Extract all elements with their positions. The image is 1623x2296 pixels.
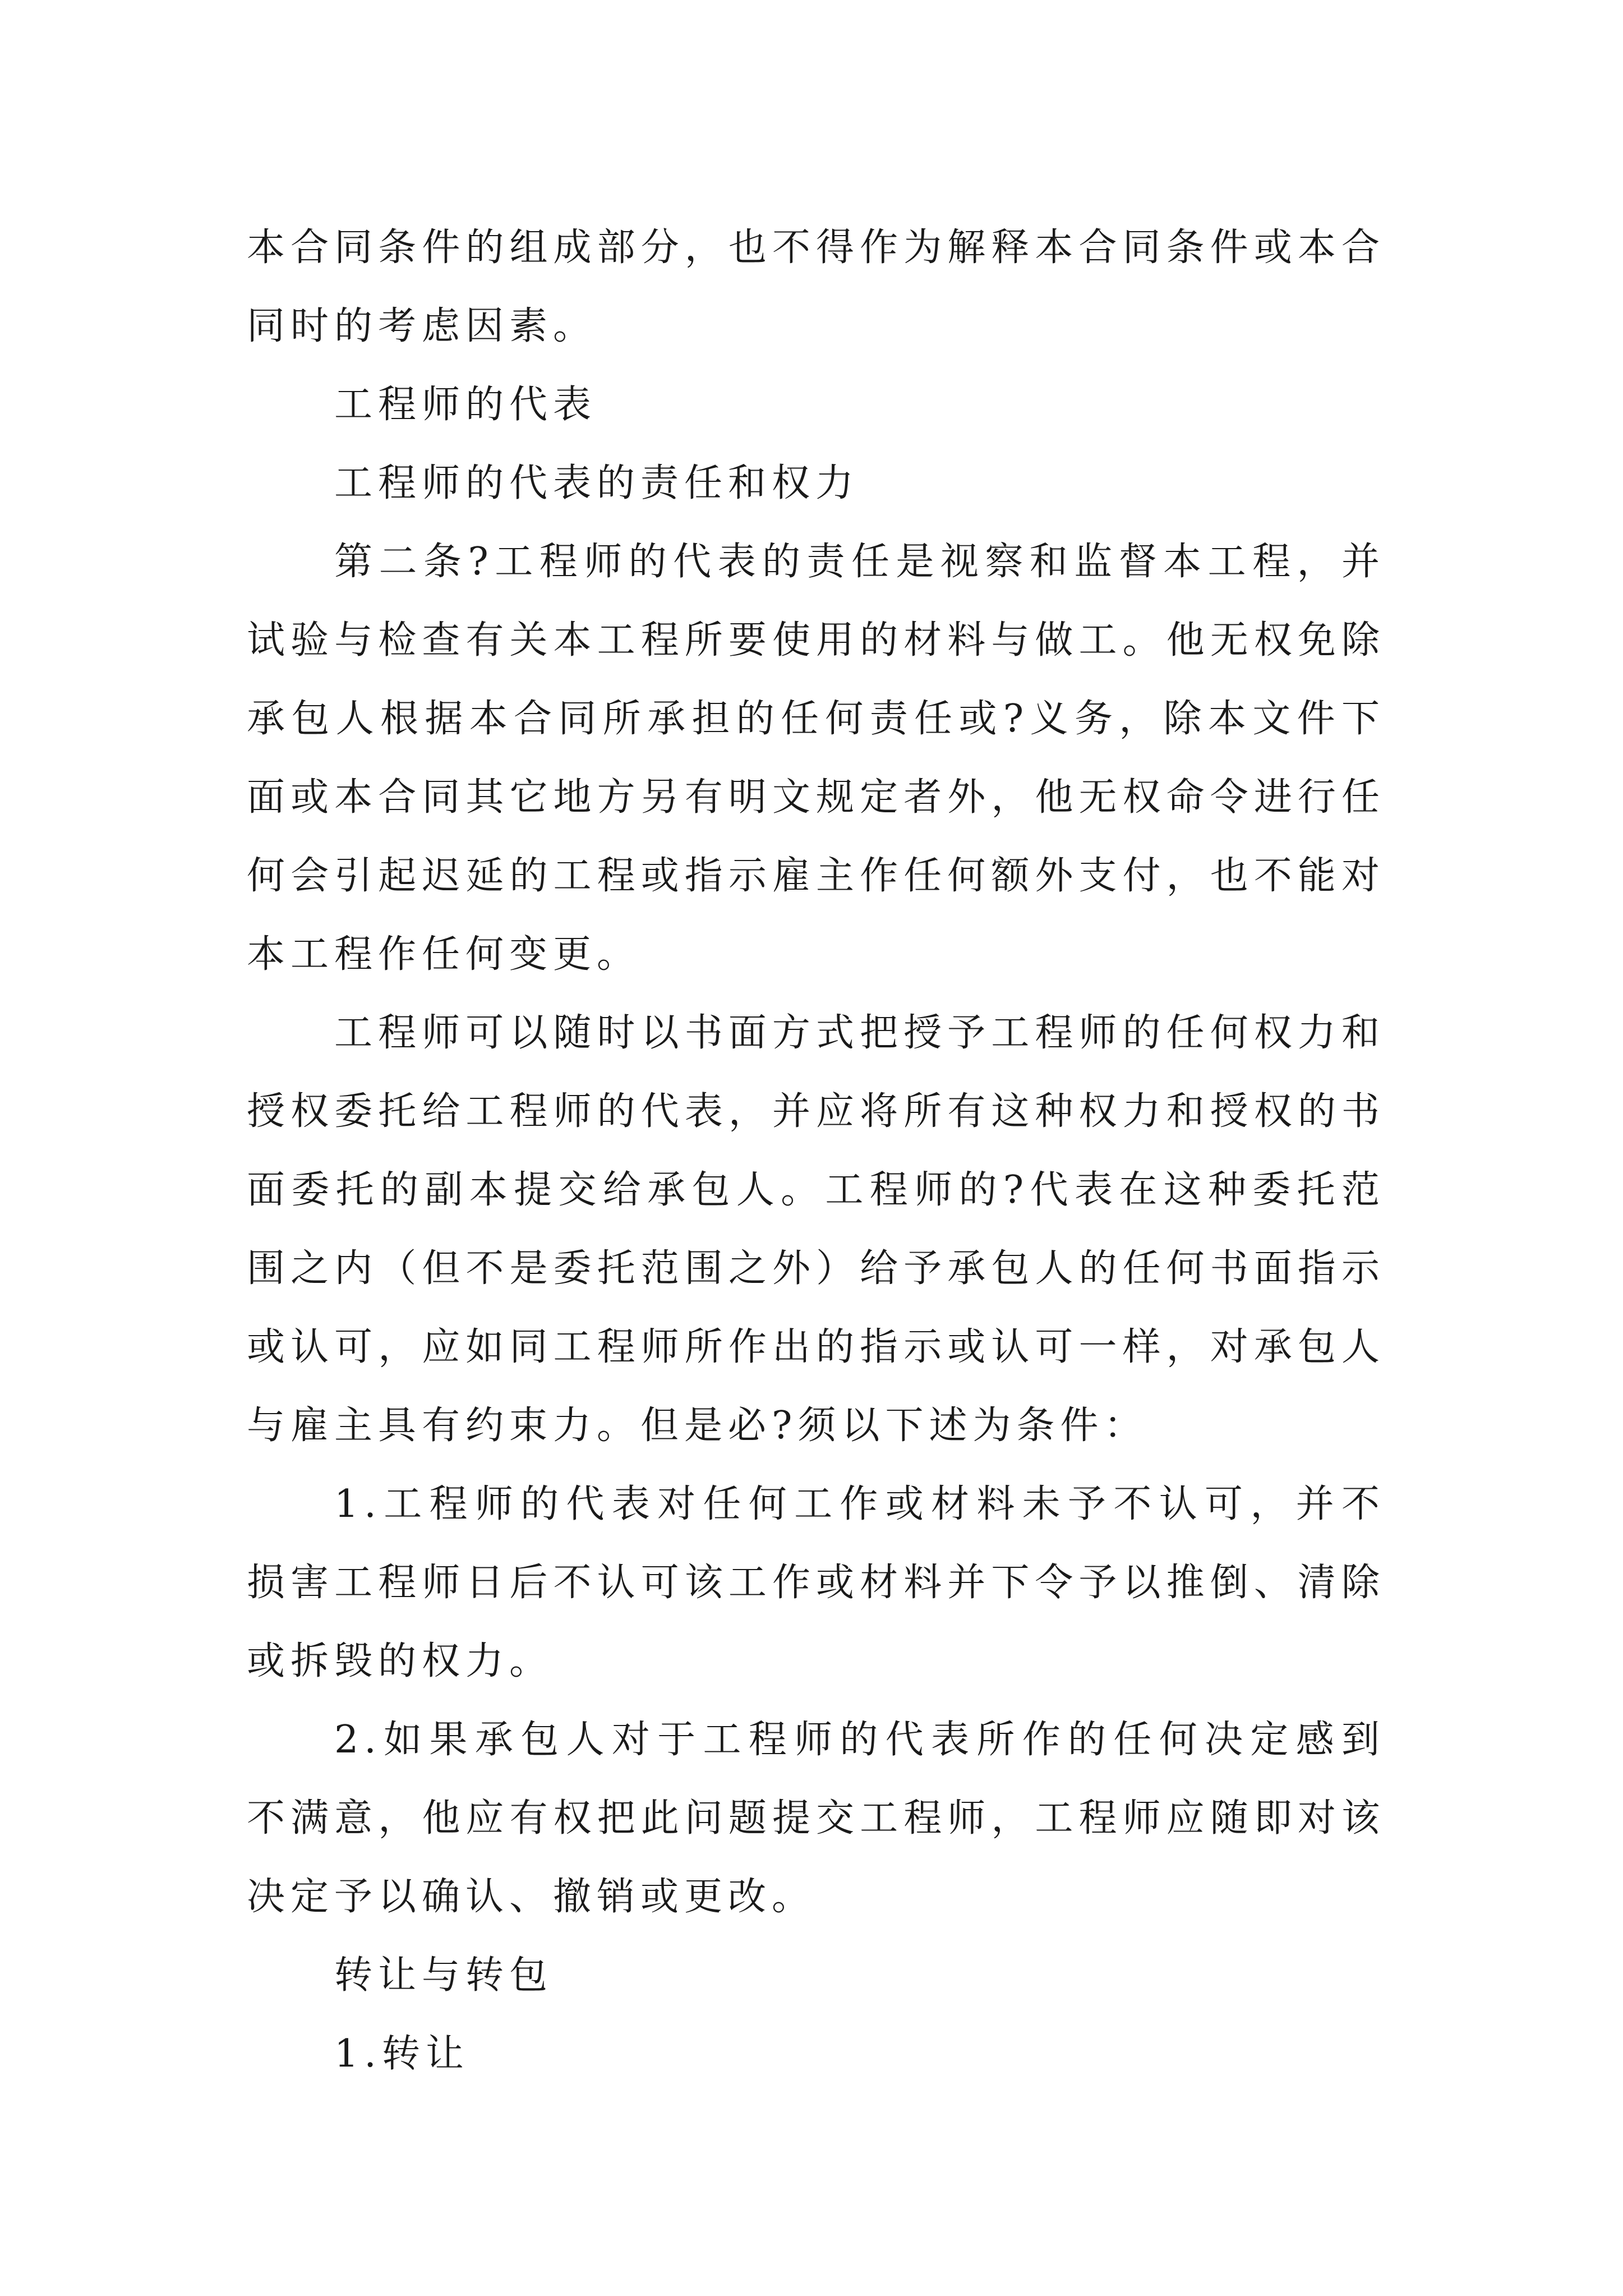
paragraph-contract-conditions: 本合同条件的组成部分，也不得作为解释本合同条件或本合同时的考虑因素。 — [247, 226, 1385, 348]
document-body — [247, 209, 1385, 2093]
heading-representative-duties: 工程师的代表的责任和权力 — [334, 461, 860, 505]
paragraph-condition-two: 2.如果承包人对于工程师的代表所作的任何决定感到不满意，他应有权把此问题提交工程师，工程师应随即对该决定予以确认、撤销或更改。 — [247, 1718, 1385, 1919]
heading-engineer-representative: 工程师的代表 — [334, 383, 597, 427]
heading-assignment: 1.转让 — [334, 2032, 469, 2076]
paragraph-condition-one: 1.工程师的代表对任何工作或材料未予不认可，并不损害工程师日后不认可该工作或材料并下令予以推倒、清除或拆毁的权力。 — [247, 1482, 1385, 1683]
paragraph-article-two: 第二条?工程师的代表的责任是视察和监督本工程，并试验与检查有关本工程所要使用的材料与做工。他无权免除承包人根据本合同所承担的任何责任或?义务，除本文件下面或本合同其它地方另有明文规定者外，他无权命令进行任何会引起迟延的工程或指示雇主作任何额外支付，也不能对本工程作任何变更。 — [247, 540, 1385, 977]
paragraph-delegation: 工程师可以随时以书面方式把授予工程师的任何权力和授权委托给工程师的代表，并应将所有这种权力和授权的书面委托的副本提交给承包人。工程师的?代表在这种委托范围之内（但不是委托范围之外）给予承包人的任何书面指示或认可，应如同工程师所作出的指示或认可一样，对承包人与雇主具有约束力。但是必?须以下述为条件： — [247, 1011, 1385, 1448]
heading-assignment-subcontract: 转让与转包 — [334, 1953, 554, 1998]
